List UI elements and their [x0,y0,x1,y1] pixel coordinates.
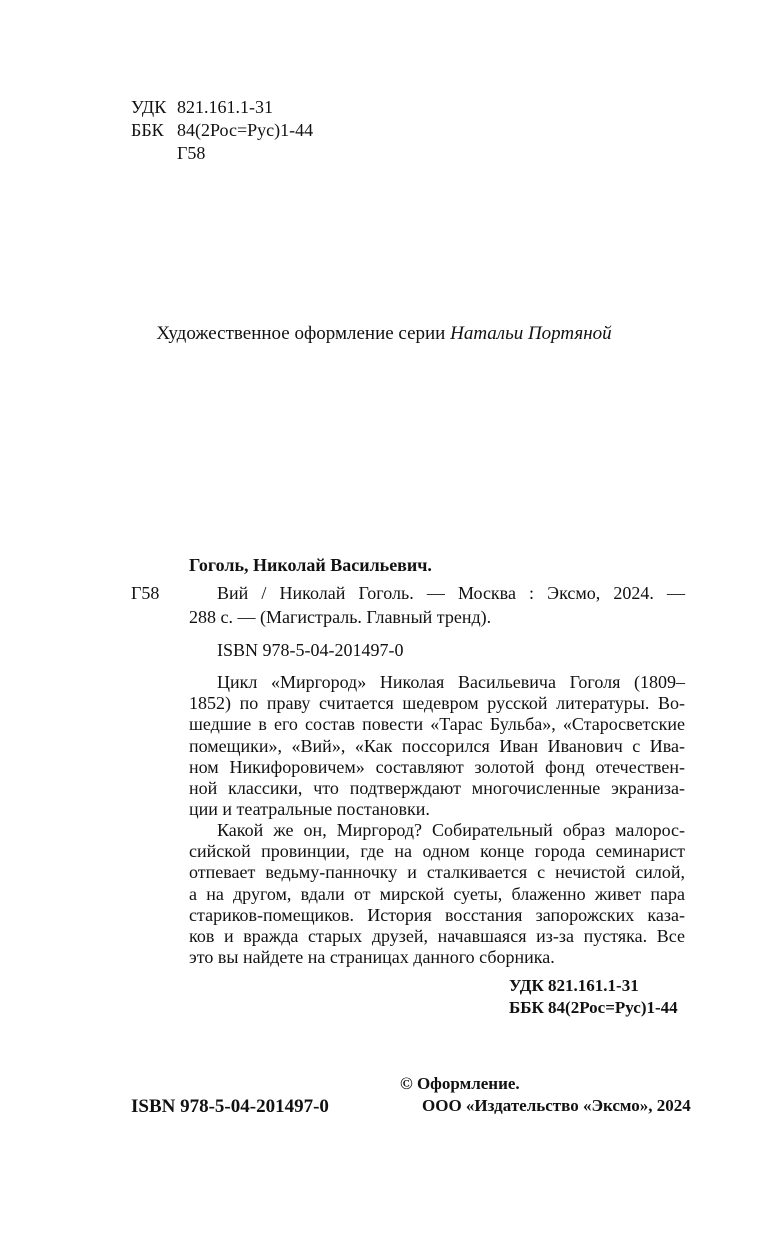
annotation-line: ков и вражда старых друзей, начавшаяся из-за пустяка. Все [189,926,685,947]
annotation-line: помещики», «Вий», «Как поссорился Иван Иванович с Ива- [189,735,685,756]
annotation-line: это вы найдете на страницах данного сборника. [189,947,555,968]
design-credit-prefix: Художественное оформление серии [156,323,446,344]
udk-value: 821.161.1-31 [177,97,273,117]
design-credit-designer: Натальи Портяной [450,323,612,344]
bibliographic-mark: Г58 [131,583,160,603]
bbk-value: 84(2Рос=Рус)1-44 [177,120,314,140]
bottom-bbk: ББК 84(2Рос=Рус)1-44 [509,998,678,1017]
bottom-udk: УДК 821.161.1-31 [509,976,639,995]
bbk-label: ББК [131,120,164,140]
annotation-paragraph-1 [189,672,685,820]
annotation-line: Цикл «Миргород» Николая Васильевича Гоголя (1809– [217,672,685,692]
bibliographic-line-2: 288 с. — (Магистраль. Главный тренд). [189,607,492,627]
author-heading: Гоголь, Николай Васильевич. [189,555,432,575]
annotation-line: ном Никифоровичем» составляют золотой фонд отечествен- [189,756,685,777]
annotation-line: ной классики, что подтверждают многочисленные экраниза- [189,778,685,799]
bibliographic-isbn: ISBN 978-5-04-201497-0 [217,640,404,660]
copyright-line-2: ООО «Издательство «Эксмо», 2024 [422,1096,691,1115]
bibliographic-line-1: Вий / Николай Гоголь. — Москва : Эксмо, 2024. — [217,583,685,603]
footer-isbn: ISBN 978-5-04-201497-0 [131,1096,329,1117]
copyright-line-1: © Оформление. [400,1074,520,1093]
annotation-line: ции и театральные постановки. [189,799,430,820]
annotation-line: отпевает ведьму-панночку и сталкивается с нечистой силой, [189,862,685,883]
udk-label: УДК [131,97,167,117]
annotation-line: Какой же он, Миргород? Собирательный образ малорос- [217,820,685,840]
annotation-line: шедшие в его состав повести «Тарас Бульба», «Старосветские [189,714,685,735]
design-credit [0,322,768,345]
annotation-line: сийской провинции, где на одном конце города семинарист [189,841,685,862]
annotation-line: стариков-помещиков. История восстания запорожских каза- [189,904,685,925]
author-mark: Г58 [177,143,206,163]
annotation-line: 1852) по праву считается шедевром русской литературы. Во- [189,693,685,714]
annotation-paragraph-2 [189,820,685,968]
annotation-line: а на другом, вдали от мирской суеты, блаженно живет пара [189,883,685,904]
